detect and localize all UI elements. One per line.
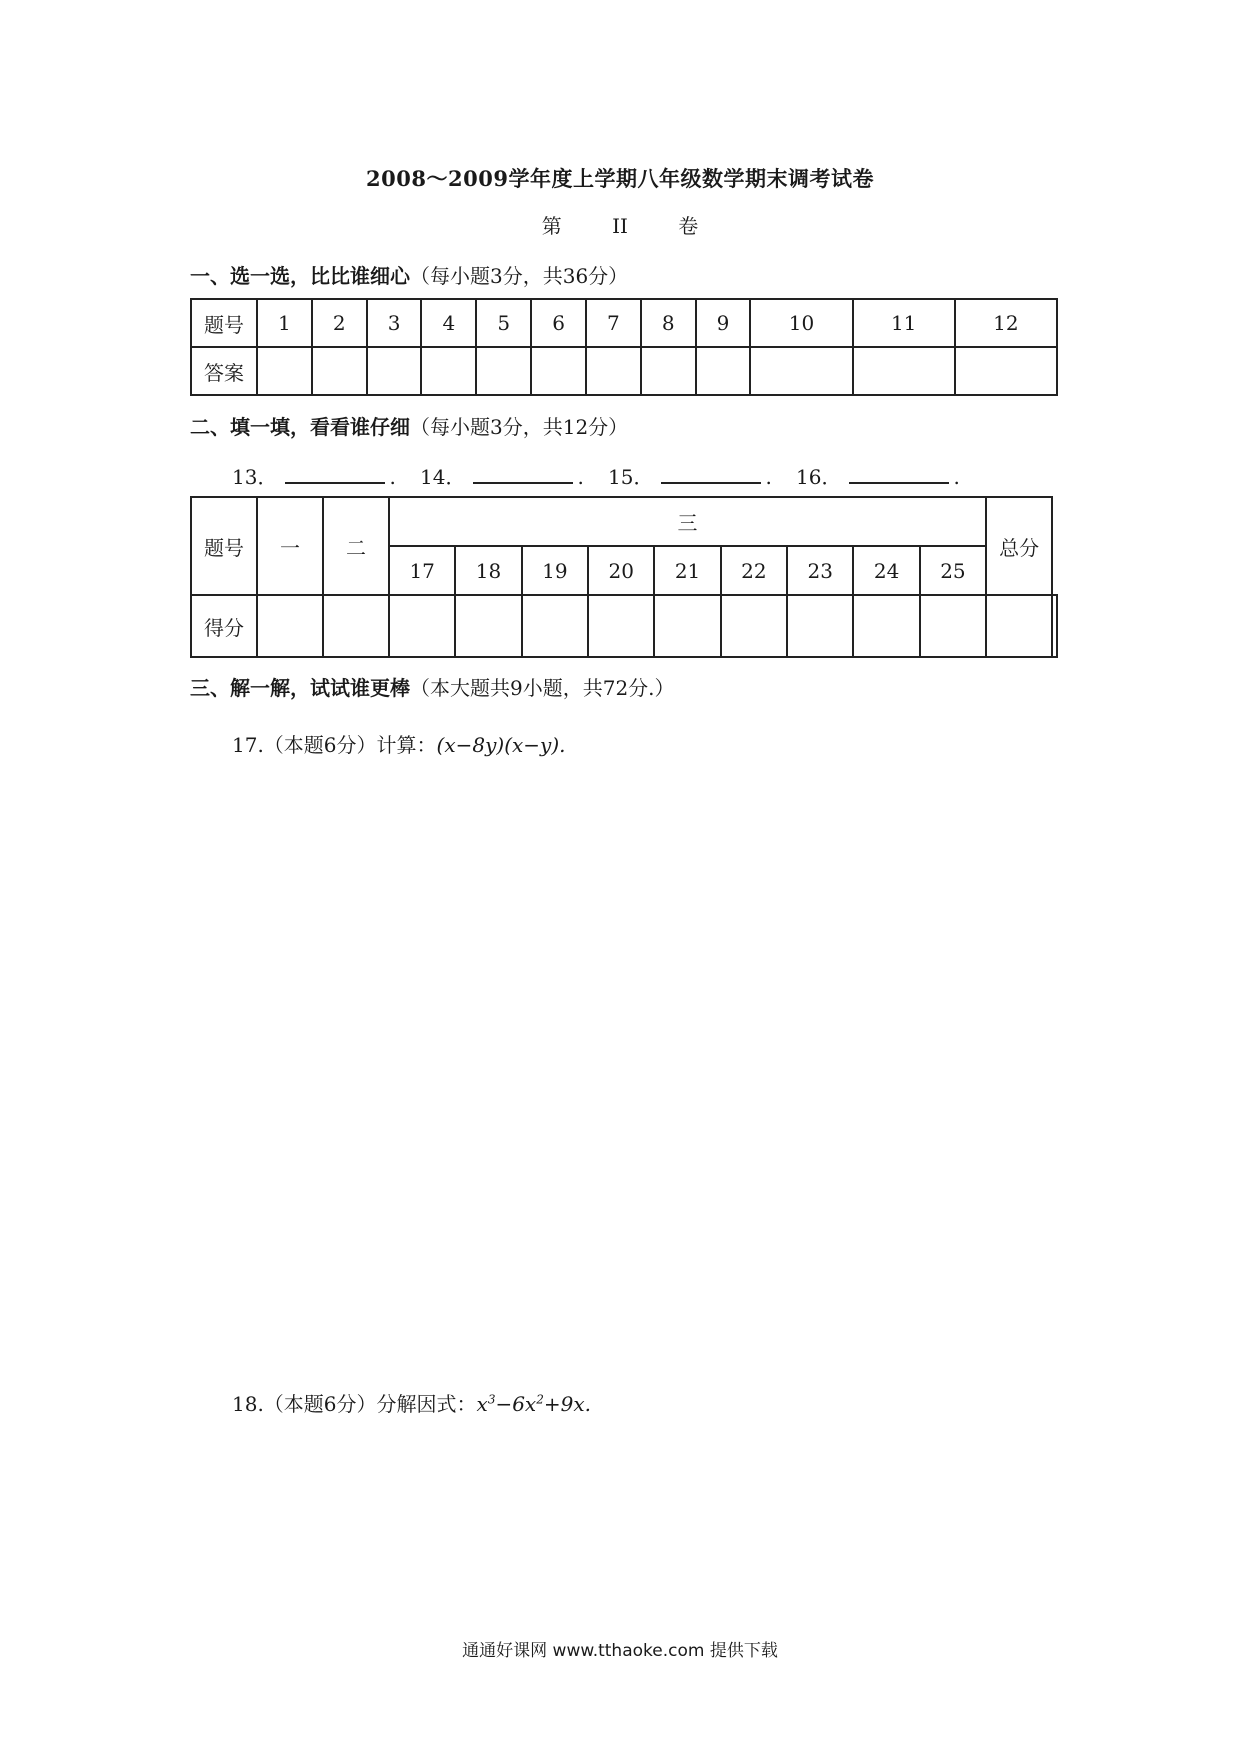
score-col-total: 总分 [986,497,1052,595]
answer-table-header-answer: 答案 [191,347,257,395]
page-title: 2008～2009学年度上学期八年级数学期末调考试卷 [366,166,874,191]
score-cell[interactable] [654,595,720,657]
answer-cell[interactable] [312,347,367,395]
volume-label [0,210,1240,239]
volume-label-2: II [612,214,628,238]
question-18-expression [477,1392,591,1416]
fill-blank-label: 15． [608,465,654,489]
answer-table-number: 10 [750,299,852,347]
volume-label-3: 卷 [678,214,699,238]
answer-cell[interactable] [257,347,312,395]
answer-cell[interactable] [586,347,641,395]
question-18-exponent-b: 2 [536,1392,544,1407]
fill-blank-label: 14． [420,465,466,489]
answer-table-answer-row [191,347,1057,395]
score-cell[interactable] [787,595,853,657]
fill-blank-line[interactable] [849,464,949,484]
score-cell[interactable] [257,595,323,657]
section2-title: 二、填一填，看看谁仔细 [190,415,410,439]
answer-table-number: 8 [641,299,696,347]
score-table-score-row [191,595,1057,657]
fill-blank-label: 16． [796,465,842,489]
score-subnumber: 19 [522,546,588,595]
fill-blank-13: 13． . [232,465,396,489]
answer-cell[interactable] [696,347,751,395]
answer-cell[interactable] [476,347,531,395]
footer-credit: 通通好课网 www.tthaoke.com 提供下载 [462,1641,778,1661]
fill-blank-15: 15． . [608,465,772,489]
fill-blank-line[interactable] [473,464,573,484]
score-cell[interactable] [1052,595,1057,657]
score-subnumber: 17 [389,546,455,595]
answer-table-number: 4 [421,299,476,347]
section1-title: 一、选一选，比比谁细心 [190,264,410,288]
score-subnumber: 24 [853,546,919,595]
score-table [190,496,1058,658]
score-subnumber: 22 [721,546,787,595]
answer-cell[interactable] [853,347,955,395]
question-18-term-a: x [476,1392,488,1416]
question-17-label: 17.（本题6分）计算： [232,733,437,757]
answer-cell[interactable] [531,347,586,395]
answer-cell[interactable] [955,347,1057,395]
answer-table-number: 9 [696,299,751,347]
score-col-three: 三 [389,497,986,546]
question-18 [232,1388,591,1417]
answer-cell[interactable] [641,347,696,395]
score-cell[interactable] [389,595,455,657]
section2-note: （每小题3分，共12分） [410,415,629,439]
question-17-expression: (x−8y)(x−y). [436,733,566,757]
fill-blank-line[interactable] [285,464,385,484]
volume-label-1: 第 [541,214,562,238]
score-table-header-row [191,497,1057,546]
score-subnumber: 21 [654,546,720,595]
section1-heading [190,260,628,289]
answer-cell[interactable] [421,347,476,395]
score-subnumber: 25 [920,546,986,595]
score-cell[interactable] [588,595,654,657]
question-18-term-b: −6x [495,1392,537,1416]
section3-heading [190,672,675,701]
answer-table-number: 2 [312,299,367,347]
score-cell[interactable] [986,595,1052,657]
score-cell[interactable] [920,595,986,657]
score-cell[interactable] [853,595,919,657]
fill-blank-label: 13． [232,465,278,489]
question-18-exponent-a: 3 [487,1392,496,1407]
question-18-label: 18.（本题6分）分解因式： [232,1392,477,1416]
answer-table-number: 6 [531,299,586,347]
fill-blank-line[interactable] [661,464,761,484]
score-table-header-number: 题号 [191,497,257,595]
section3-note: （本大题共9小题，共72分.） [410,676,675,700]
score-table-header-score: 得分 [191,595,257,657]
answer-cell[interactable] [750,347,852,395]
section2-heading [190,411,628,440]
score-cell[interactable] [455,595,521,657]
question-18-term-c: +9x. [543,1392,591,1416]
fill-blank-16: 16． . [796,465,960,489]
answer-cell[interactable] [367,347,422,395]
section1-note: （每小题3分，共36分） [410,264,629,288]
answer-table-number: 1 [257,299,312,347]
score-col-two: 二 [323,497,389,595]
answer-table-number: 5 [476,299,531,347]
answer-table-number: 12 [955,299,1057,347]
answer-table-number: 3 [367,299,422,347]
score-subnumber: 18 [455,546,521,595]
answer-table-header-number: 题号 [191,299,257,347]
score-col-one: 一 [257,497,323,595]
fill-blank-14: 14． . [420,465,584,489]
answer-table [190,298,1058,396]
question-17 [232,729,566,758]
score-subnumber: 23 [787,546,853,595]
section3-title: 三、解一解，试试谁更棒 [190,676,410,700]
answer-table-number: 7 [586,299,641,347]
score-subnumber: 20 [588,546,654,595]
answer-table-number: 11 [853,299,955,347]
score-cell[interactable] [721,595,787,657]
score-cell[interactable] [323,595,389,657]
score-cell[interactable] [522,595,588,657]
answer-table-number-row [191,299,1057,347]
